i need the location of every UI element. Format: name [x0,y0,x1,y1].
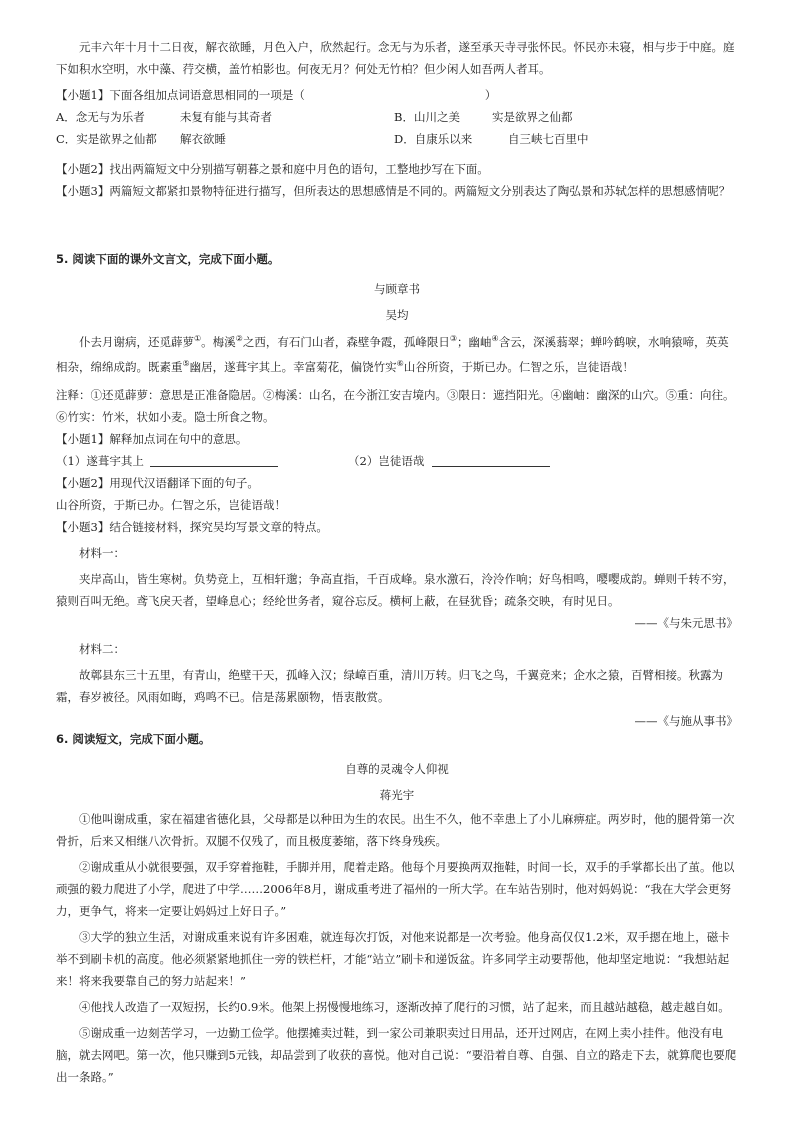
section-5-heading: 5. 阅读下面的课外文言文，完成下面小题。 [56,252,280,266]
annotation-notes: 注释：①还觅薜萝：意思是正准备隐居。②梅溪：山名，在今浙江安吉境内。③限日：遮挡阳光。④幽岫：幽深的山穴。⑤重：向往。⑥竹实：竹米，状如小麦。隐士所食之物。 [56,388,735,424]
option-d-part1[interactable]: D．自康乐以来 [394,132,473,146]
answer-blank-2[interactable] [432,453,550,467]
section-5 [56,248,738,732]
article-title: 与顾章书 [374,282,420,296]
option-c-part2: 解衣欲睡 [180,132,226,146]
essay-paragraph-5: ⑤谢成重一边刻苦学习，一边勤工俭学。他摆摊卖过鞋，到一家公司兼职卖过日用品，还开过网店，在网上卖小挂件。他没有电脑，就去网吧。第一次，他只赚到5元钱，却品尝到了收获的喜悦。他对自己说：“要沿着自尊、自强、自立的路走下去，就算爬也要爬出一条路。” [56,1026,737,1084]
question-5-2-sentence: 山谷所资，于斯已办。仁智之乐，岂徒语哉！ [56,498,286,512]
item-1-label: （1）遂葺宇其上 [56,454,144,468]
question-5-3: 【小题3】结合链接材料，探究吴均写景文章的特点。 [56,520,328,534]
essay-title: 自尊的灵魂令人仰视 [345,762,449,776]
section-6 [56,728,738,1088]
essay-paragraph-1: ①他叫谢成重，家在福建省德化县，父母都是以种田为生的农民。出生不久，他不幸患上了小儿麻痹症。两岁时，他的腿骨第一次骨折，后来又相继八次骨折。双腿不仅残了，而且极度萎缩，落下终身残疾。 [56,812,735,848]
option-d-part2: 自三峡七百里中 [508,132,589,146]
material-2-source: ——《与施从事书》 [634,714,738,728]
article-author: 吴均 [385,308,409,322]
passage-chengtiansi: 元丰六年十月十二日夜，解衣欲睡，月色入户，欣然起行。念无与为乐者，遂至承天寺寻张怀民。怀民亦未寝，相与步于中庭。庭下如积水空明，水中藻、荇交横，盖竹柏影也。何夜无月？何处无竹柏？但少闲人如吾两人者耳。 [56,40,735,76]
section-6-heading: 6. 阅读短文，完成下面小题。 [56,732,211,746]
question-5-1: 【小题1】解释加点词在句中的意思。 [56,432,248,446]
option-b-part1[interactable]: B．山川之美 [394,110,460,124]
material-1-label: 材料一： [79,546,125,560]
question-1-2: 【小题2】找出两篇短文中分别描写朝暮之景和庭中月色的语句，工整地抄写在下面。 [56,162,489,176]
item-2-label: （2）岂徒语哉 [348,454,425,468]
question-1-1: 【小题1】下面各组加点词语意思相同的一项是（ ） [56,88,497,102]
option-a-part2: 未复有能与其奇者 [180,110,272,124]
options-row-cd [56,128,738,150]
material-1-text: 夹岸高山，皆生寒树。负势竞上，互相轩邈；争高直指，千百成峰。泉水激石，泠泠作响；好鸟相鸣，嘤嘤成韵。蝉则千转不穷，猿则百叫无绝。鸢飞戾天者，望峰息心；经纶世务者，窥谷忘反。横柯上蔽，在昼犹昏；疏条交映，有时见日。 [56,572,735,608]
question-1-3: 【小题3】两篇短文都紧扣景物特征进行描写，但所表达的思想感情是不同的。两篇短文分别表达了陶弘景和苏轼怎样的思想感情呢？ [56,184,731,198]
essay-paragraph-2: ②谢成重从小就很要强，双手穿着拖鞋，手脚并用，爬着走路。他每个月要换两双拖鞋，时间一长，双手的手掌都长出了茧。他以顽强的毅力爬进了小学，爬进了中学……2006年8月，谢成重考进了福州的一所大学。在车站告别时，他对妈妈说：“我在大学会更努力，更争气，将来一定要让妈妈过上好日子。” [56,860,735,918]
essay-paragraph-4: ④他找人改造了一双短拐，长约0.9米。他架上拐慢慢地练习，逐渐改掉了爬行的习惯，站了起来，而且越站越稳，越走越自如。 [79,1000,730,1014]
essay-author: 蒋光宇 [379,788,415,802]
option-c-part1[interactable]: C．实是欲界之仙都 [56,132,157,146]
material-2-label: 材料二： [79,642,125,656]
material-2-text: 故鄣县东三十五里，有青山，绝壁干天，孤峰入汉；绿嶂百重，清川万转。归飞之鸟，千翼竞来；企水之猿，百臂相接。秋露为霜，春岁被径。风雨如晦，鸡鸣不已。信是荡累颐物，悟衷散赏。 [56,668,723,704]
options-row-ab [56,106,738,128]
question-5-2: 【小题2】用现代汉语翻译下面的句子。 [56,476,259,490]
essay-paragraph-3: ③大学的独立生活，对谢成重来说有许多困难，就连每次打饭，对他来说都是一次考验。他身高仅仅1.2米，双手摁在地上，磁卡举不到刷卡机的高度。他必须紧紧地抓住一旁的铁栏杆，才能“站立”刷卡和递饭盆。许多同学主动要帮他，他却坚定地说：“我想站起来！将来我要靠自己的努力站起来！” [56,930,730,988]
option-a-part1[interactable]: A．念无与为乐者 [56,110,145,124]
passage-yu-gu-zhang-shu: 仆去月谢病，还觅薜萝①。梅溪②之西，有石门山者，森壁争霞，孤峰限日③；幽岫④含云，深溪蓊翠；蝉吟鹤唳，水响猿啼，英英相杂，绵绵成韵。既素重⑤幽居，遂葺宇其上。幸富菊花，偏饶竹实⑥山谷所资，于斯已办。仁智之乐，岂徒语哉！ [56,334,729,374]
material-1-source: ——《与朱元思书》 [634,616,738,630]
option-b-part2: 实是欲界之仙都 [492,110,573,124]
question-5-1-items [56,450,738,472]
section-1 [56,36,738,202]
answer-blank-1[interactable] [150,453,278,467]
